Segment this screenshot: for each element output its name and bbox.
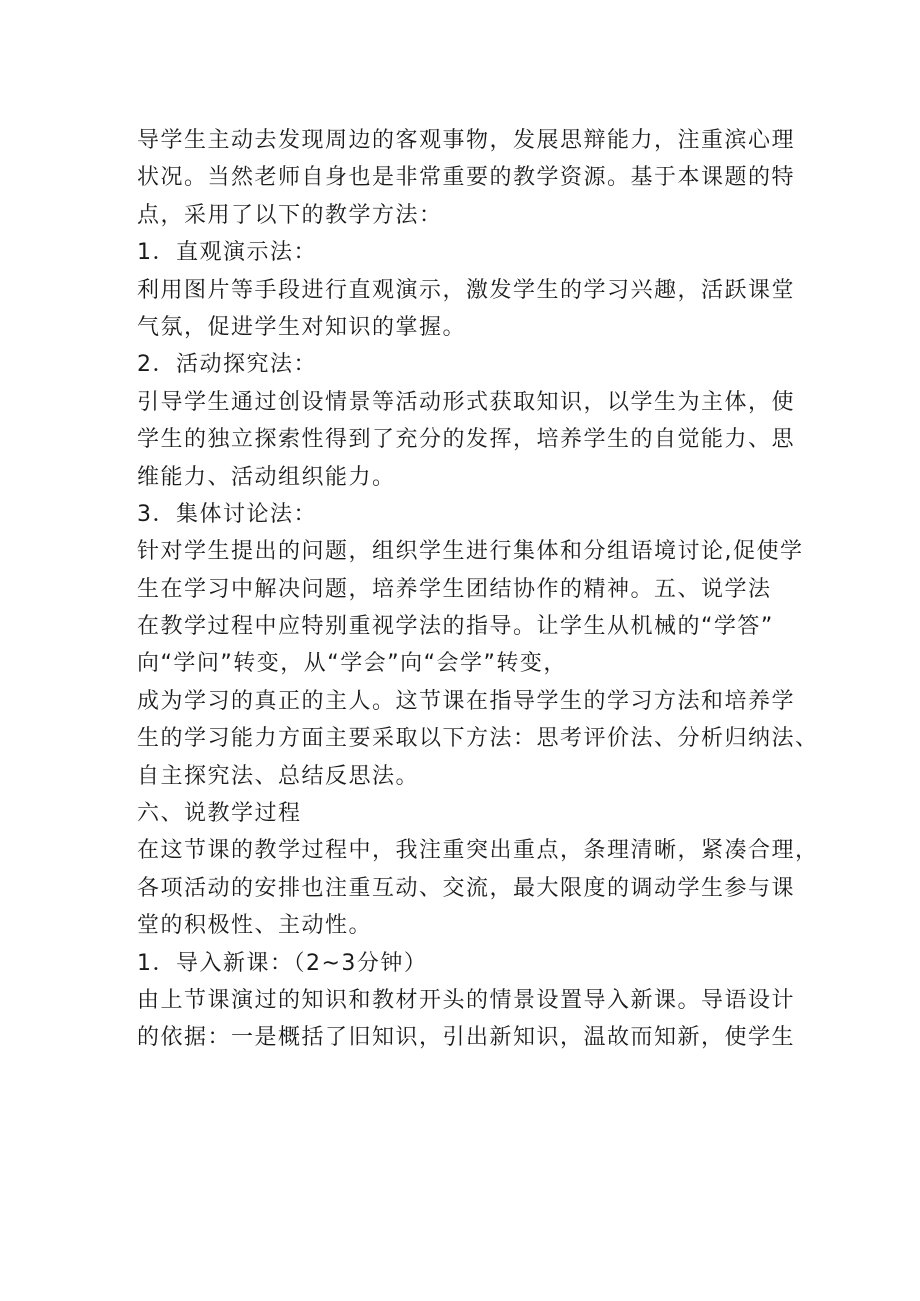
body-text (137, 122, 837, 1057)
text-line: 自主探究法、总结反思法。 (137, 763, 420, 789)
text-line: 在这节课的教学过程中，我注重突出重点，条理清晰，紧凑合理， (137, 838, 819, 864)
text-line: 堂的积极性、主动性。 (137, 913, 373, 939)
section-heading: 3．集体讨论法： (137, 501, 317, 527)
text-line: 点，采用了以下的教学方法： (137, 202, 443, 228)
text-line: 维能力、活动组织能力。 (137, 464, 396, 490)
text-line: 导学生主动去发现周边的客观事物，发展思辩能力，注重滨心理 (137, 128, 796, 153)
text-line: 针对学生提出的问题，组织学生进行集体和分组语境讨论,促使学 (137, 539, 804, 565)
text-line: 引导学生通过创设情景等活动形式获取知识，以学生为主体，使 (137, 389, 796, 415)
section-heading: 六、说教学过程 (137, 801, 302, 827)
text-line: 的依据：一是概括了旧知识，引出新知识，温故而知新，使学生 (137, 1025, 796, 1051)
section-heading: 1．导入新课：（2~3分钟） (137, 950, 428, 976)
text-line: 成为学习的真正的主人。这节课在指导学生的学习方法和培养学 (137, 688, 796, 714)
text-line: 各项活动的安排也注重互动、交流，最大限度的调动学生参与课 (137, 875, 796, 901)
section-heading: 1．直观演示法： (137, 240, 317, 266)
text-line: 向“学问”转变，从“学会”向“会学”转变， (137, 651, 567, 677)
text-line: 由上节课演过的知识和教材开头的情景设置导入新课。导语设计 (137, 987, 796, 1013)
text-line: 生在学习中解决问题，培养学生团结协作的精神。五、说学法 (137, 576, 772, 602)
text-line: 在教学过程中应特别重视学法的指导。让学生从机械的“学答” (137, 614, 774, 640)
text-line: 学生的独立探索性得到了充分的发挥，培养学生的自觉能力、思 (137, 427, 796, 453)
text-line: 生的学习能力方面主要采取以下方法：思考评价法、分析归纳法、 (137, 726, 819, 752)
text-line: 状况。当然老师自身也是非常重要的教学资源。基于本课题的特 (137, 165, 796, 191)
text-line: 气氛，促进学生对知识的掌握。 (137, 314, 467, 340)
section-heading: 2．活动探究法： (137, 352, 317, 378)
text-line: 利用图片等手段进行直观演示，激发学生的学习兴趣，活跃课堂 (137, 277, 796, 303)
